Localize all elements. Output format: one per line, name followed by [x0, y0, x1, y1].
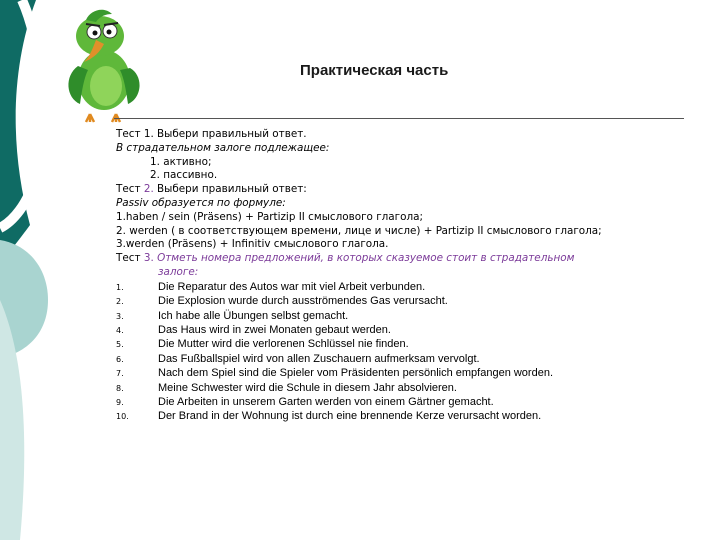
- test1-number: 1.: [143, 128, 154, 140]
- title-divider: [114, 118, 684, 119]
- list-item-number: 5.: [116, 340, 124, 350]
- list-item: [116, 323, 716, 337]
- test1-question: В страдательном залоге подлежащее:: [116, 141, 330, 154]
- test2-option-1: 1.haben / sein (Präsens) + Partizip II смыслового глагола;: [116, 210, 424, 223]
- list-item: [116, 309, 716, 323]
- list-item-number: 7.: [116, 369, 124, 379]
- list-item: [116, 366, 716, 380]
- list-item-text: Die Arbeiten in unserem Garten werden von einem Gärtner gemacht.: [158, 396, 494, 409]
- list-item-number: 10.: [116, 412, 129, 422]
- list-item-number: 9.: [116, 398, 124, 408]
- list-item-text: Nach dem Spiel sind die Spieler vom Präsidenten persönlich empfangen worden.: [158, 367, 554, 380]
- list-item-number: 3.: [116, 311, 124, 321]
- test2-option-2: 2. werden ( в соответствующем времени, лице и числе) + Partizip II смыслового глагола;: [116, 224, 602, 237]
- list-item-text: Die Explosion wurde durch ausströmendes Gas verursacht.: [158, 295, 448, 308]
- list-item-text: Das Fußballspiel wird von allen Zuschauern aufmerksam vervolgt.: [158, 352, 480, 365]
- test2-number: 2.: [143, 183, 154, 196]
- list-item: [116, 337, 716, 351]
- list-item-text: Der Brand in der Wohnung ist durch eine brennende Kerze verursacht worden.: [158, 410, 542, 423]
- list-item: [116, 409, 716, 423]
- page-title: Практическая часть: [300, 62, 449, 79]
- test3-label: Тест: [116, 252, 141, 265]
- test3-heading: [116, 252, 716, 266]
- test3-number: 3.: [143, 252, 154, 265]
- test1-option-1: 1. активно;: [150, 155, 212, 168]
- list-item: [116, 280, 716, 294]
- test2-label: Тест: [116, 183, 141, 196]
- list-item-number: 4.: [116, 325, 124, 335]
- test2-option-3: 3.werden (Präsens) + Infinitiv смыслового глагола.: [116, 238, 389, 251]
- test1-heading: [116, 128, 716, 142]
- test1-option-2: 2. пассивно.: [150, 169, 218, 182]
- parrot-mascot-image: [60, 6, 148, 124]
- test1-task: Выбери правильный ответ.: [153, 128, 307, 140]
- list-item-text: Das Haus wird in zwei Monaten gebaut werden.: [158, 323, 391, 336]
- list-item-text: Ich habe alle Übungen selbst gemacht.: [158, 309, 349, 322]
- list-item: [116, 294, 716, 308]
- test3-task-continued: залоге:: [158, 265, 199, 278]
- test2-heading: [116, 183, 716, 197]
- test2-question: Passiv образуется по формуле:: [116, 196, 286, 209]
- list-item-number: 6.: [116, 354, 124, 364]
- test-content: [116, 128, 716, 424]
- list-item-number: 1.: [116, 282, 124, 292]
- list-item: [116, 381, 716, 395]
- list-item-number: 2.: [116, 297, 124, 307]
- list-item-text: Die Reparatur des Autos war mit viel Arbeit verbunden.: [158, 280, 426, 293]
- test3-task: Отметь номера предложений, в которых сказуемое стоит в страдательном: [157, 252, 575, 265]
- list-item-number: 8.: [116, 383, 124, 393]
- list-item: [116, 352, 716, 366]
- test2-task: Выбери правильный ответ:: [153, 183, 307, 196]
- list-item: [116, 395, 716, 409]
- list-item-text: Die Mutter wird die verlorenen Schlüssel nie finden.: [158, 338, 409, 351]
- test1-label: Тест: [116, 128, 141, 140]
- list-item-text: Meine Schwester wird die Schule in diesem Jahr absolvieren.: [158, 381, 457, 394]
- sentence-list: [116, 280, 716, 424]
